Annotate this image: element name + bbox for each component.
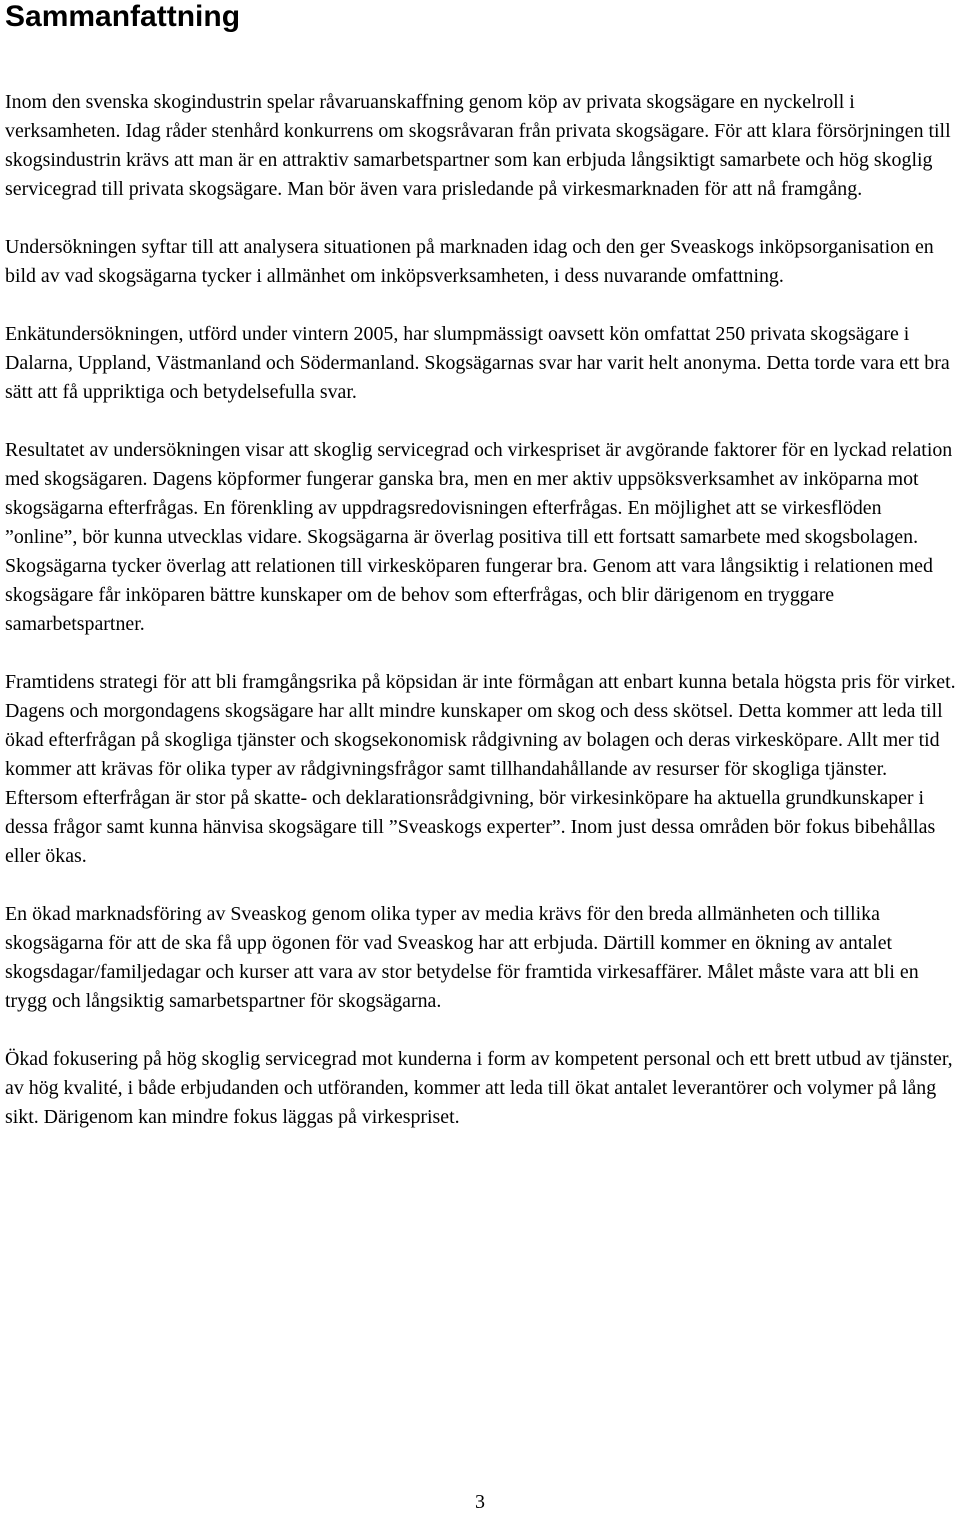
paragraph-results: Resultatet av undersökningen visar att skoglig servicegrad och virkespriset är avgörande faktorer för en lyckad relation med skogsägaren. Dagens köpformer fungerar ganska bra, men en mer aktiv uppsöksverksamhet av inköparna mot skogsägarna efterfrågas. En förenkling av uppdragsredovisningen efterfrågas. En möjlighet att se virkesflöden ”online”, bör kunna utvecklas vidare. Skogsägarna är överlag positiva till ett fortsatt samarbete med skogsbolagen. Skogsägarna tycker överlag att relationen till virkesköparen fungerar bra. Genom att vara långsiktig i relationen med skogsägare får inköparen bättre kunskaper om de behov som efterfrågas, och blir därigenom en tryggare samarbetspartner. xyxy=(5,439,953,635)
paragraph-strategy: Framtidens strategi för att bli framgångsrika på köpsidan är inte förmågan att enbart kunna betala högsta pris för virket. Dagens och morgondagens skogsägare har allt mindre kunskaper om skog och dess skötsel. Detta kommer att leda till ökad efterfrågan på skogliga tjänster och skogsekonomisk rådgivning av bolagen och deras virkesköpare. Allt mer tid kommer att krävas för olika typer av rådgivningsfrågor samt tillhandahållande av resurser för skogliga tjänster. Eftersom efterfrågan är stor på skatte- och deklarationsrådgivning, bör virkesinköpare ha aktuella grundkunskaper i dessa frågor samt kunna hänvisa skogsägare till ”Sveaskogs experter”. Inom just dessa områden bör fokus bibehållas eller ökas. xyxy=(5,671,956,867)
paragraph-focus: Ökad fokusering på hög skoglig servicegrad mot kunderna i form av kompetent personal och ett brett utbud av tjänster, av hög kvalité, i både erbjudanden och utföranden, kommer att leda till ökat antalet leverantörer och volymer på lång sikt. Därigenom kan mindre fokus läggas på virkespriset. xyxy=(5,1048,953,1128)
paragraph-survey: Enkätundersökningen, utförd under vintern 2005, har slumpmässigt oavsett kön omfattat 250 privata skogsägare i Dalarna, Uppland, Västmanland och Södermanland. Skogsägarnas svar har varit helt anonyma. Detta torde vara ett bra sätt att få uppriktiga och betydelsefulla svar. xyxy=(5,323,950,403)
paragraph-purpose: Undersökningen syftar till att analysera situationen på marknaden idag och den ger Sveaskogs inköpsorganisation en bild av vad skogsägarna tycker i allmänhet om inköpsverksamheten, i dess nuvarande omfattning. xyxy=(5,236,934,287)
paragraph-intro: Inom den svenska skogindustrin spelar råvaruanskaffning genom köp av privata skogsägare en nyckelroll i verksamheten. Idag råder stenhård konkurrens om skogsråvaran från privata skogsägare. För att klara försörjningen till skogsindustrin krävs att man är en attraktiv samarbetspartner som kan erbjuda långsiktigt samarbete och hög skoglig servicegrad till privata skogsägare. Man bör även vara prisledande på virkesmarknaden för att nå framgång. xyxy=(5,91,951,200)
document-body xyxy=(5,88,956,1161)
paragraph-marketing: En ökad marknadsföring av Sveaskog genom olika typer av media krävs för den breda allmänheten och tillika skogsägarna för att de ska få upp ögonen för vad Sveaskog har att erbjuda. Därtill kommer en ökning av antalet skogsdagar/familjedagar och kurser att vara av stor betydelse för framtida virkesaffärer. Målet måste vara att bli en trygg och långsiktig samarbetspartner för skogsägarna. xyxy=(5,903,919,1012)
page-title: Sammanfattning xyxy=(5,0,241,33)
page-number: 3 xyxy=(475,1491,485,1513)
